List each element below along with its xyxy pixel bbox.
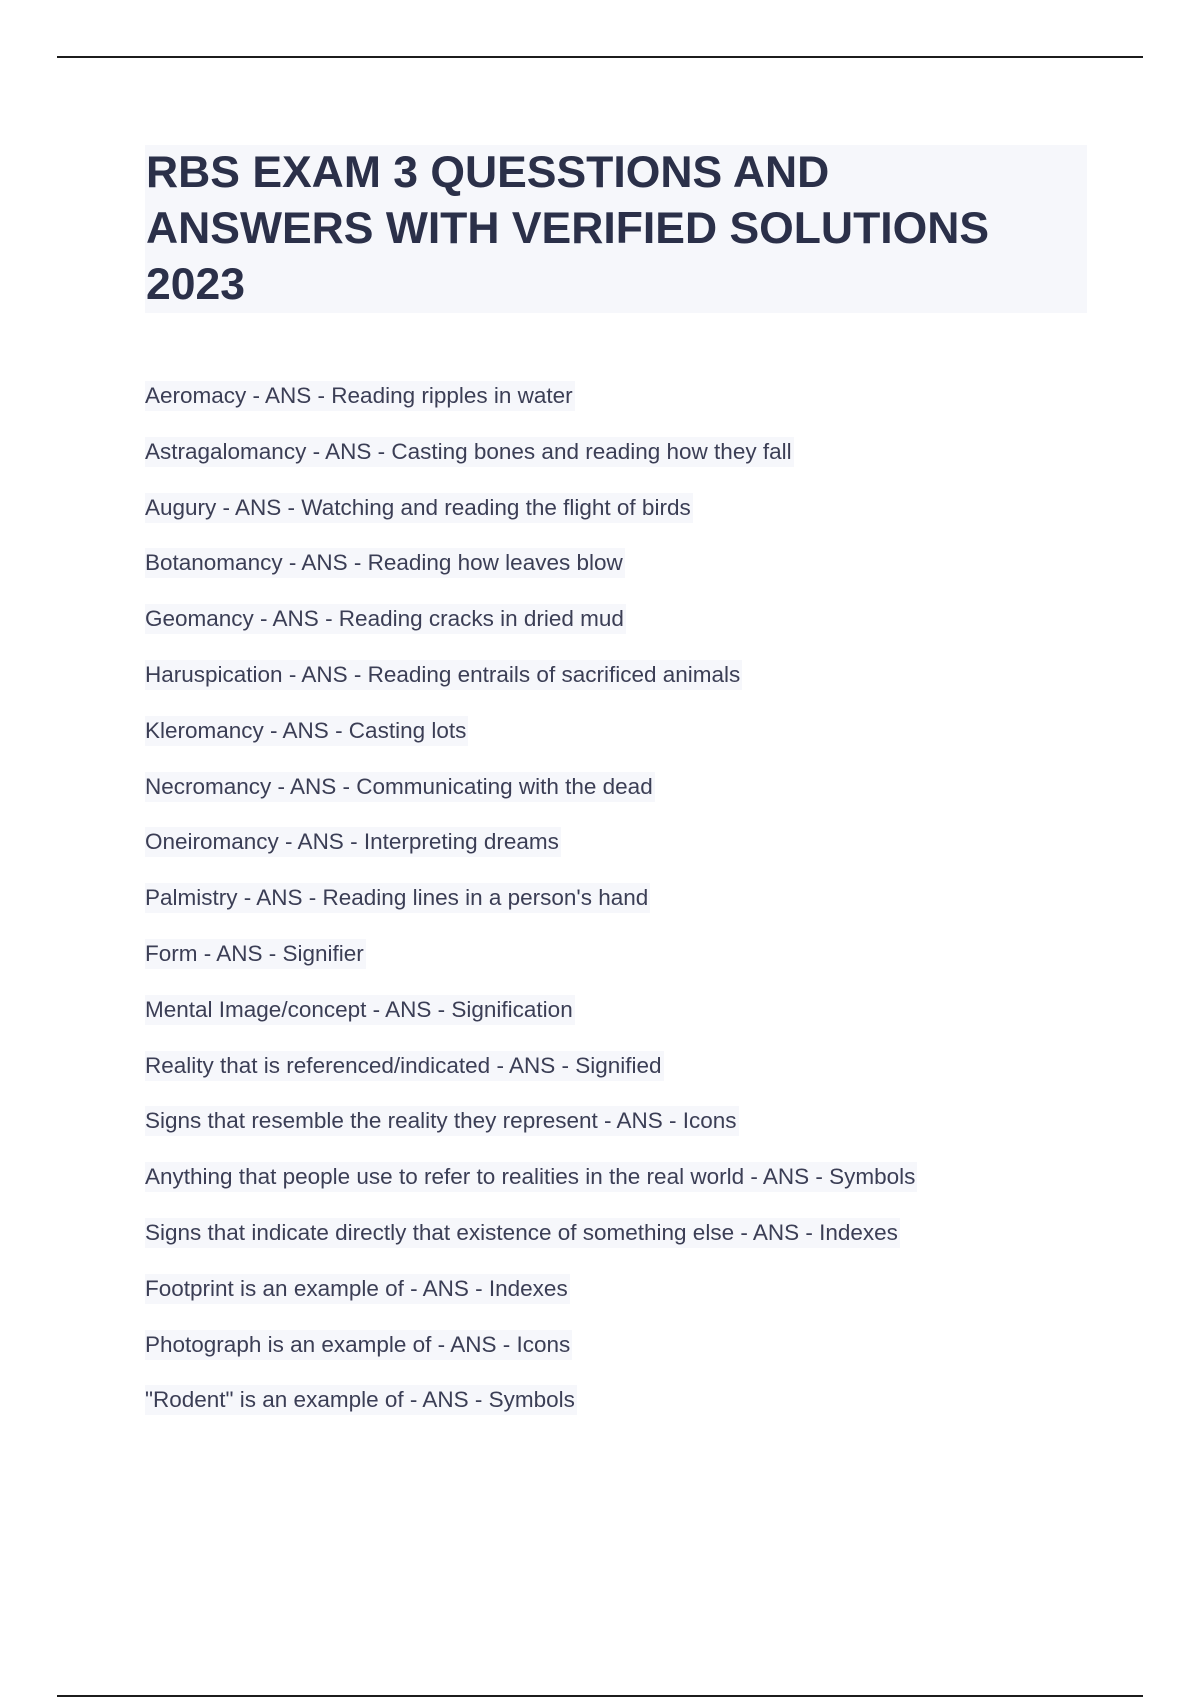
- qa-text: Kleromancy - ANS - Casting lots: [145, 716, 468, 746]
- title-block: [145, 145, 1087, 313]
- qa-text: Augury - ANS - Watching and reading the flight of birds: [145, 493, 693, 523]
- qa-text: Aeromacy - ANS - Reading ripples in water: [145, 381, 575, 411]
- qa-item-rodent: [145, 1385, 917, 1441]
- qa-item-palmistry: [145, 883, 917, 939]
- qa-item-mental-image: [145, 995, 917, 1051]
- qa-text: "Rodent" is an example of - ANS - Symbols: [145, 1385, 577, 1415]
- qa-item-aeromacy: [145, 381, 917, 437]
- qa-item-kleromancy: [145, 716, 917, 772]
- qa-item-signs-resemble: [145, 1106, 917, 1162]
- qa-text: Signs that indicate directly that existence of something else - ANS - Indexes: [145, 1218, 900, 1248]
- qa-text: Botanomancy - ANS - Reading how leaves blow: [145, 548, 625, 578]
- qa-text: Signs that resemble the reality they represent - ANS - Icons: [145, 1106, 739, 1136]
- qa-text: Photograph is an example of - ANS - Icons: [145, 1330, 572, 1360]
- qa-text: Form - ANS - Signifier: [145, 939, 366, 969]
- qa-item-oneiromancy: [145, 827, 917, 883]
- top-rule: [57, 56, 1143, 58]
- qa-item-augury: [145, 493, 917, 549]
- bottom-rule: [57, 1695, 1143, 1697]
- qa-text: Astragalomancy - ANS - Casting bones and reading how they fall: [145, 437, 794, 467]
- qa-item-botanomancy: [145, 548, 917, 604]
- qa-text: Palmistry - ANS - Reading lines in a person's hand: [145, 883, 650, 913]
- qa-text: Anything that people use to refer to realities in the real world - ANS - Symbols: [145, 1162, 917, 1192]
- qa-item-anything-refer: [145, 1162, 917, 1218]
- qa-text: Reality that is referenced/indicated - ANS - Signified: [145, 1051, 664, 1081]
- qa-text: Geomancy - ANS - Reading cracks in dried mud: [145, 604, 626, 634]
- qa-item-form: [145, 939, 917, 995]
- qa-list: [145, 381, 917, 1441]
- qa-text: Haruspication - ANS - Reading entrails of sacrificed animals: [145, 660, 742, 690]
- qa-item-astragalomancy: [145, 437, 917, 493]
- qa-text: Oneiromancy - ANS - Interpreting dreams: [145, 827, 561, 857]
- qa-item-necromancy: [145, 772, 917, 828]
- qa-text: Footprint is an example of - ANS - Indexes: [145, 1274, 570, 1304]
- document-title: RBS EXAM 3 QUESSTIONS AND ANSWERS WITH VERIFIED SOLUTIONS 2023: [146, 148, 990, 309]
- qa-item-signs-indicate: [145, 1218, 917, 1274]
- qa-item-photograph: [145, 1330, 917, 1386]
- qa-text: Necromancy - ANS - Communicating with the dead: [145, 772, 655, 802]
- qa-item-footprint: [145, 1274, 917, 1330]
- qa-item-haruspication: [145, 660, 917, 716]
- qa-item-geomancy: [145, 604, 917, 660]
- qa-item-reality-referenced: [145, 1051, 917, 1107]
- qa-text: Mental Image/concept - ANS - Signification: [145, 995, 575, 1025]
